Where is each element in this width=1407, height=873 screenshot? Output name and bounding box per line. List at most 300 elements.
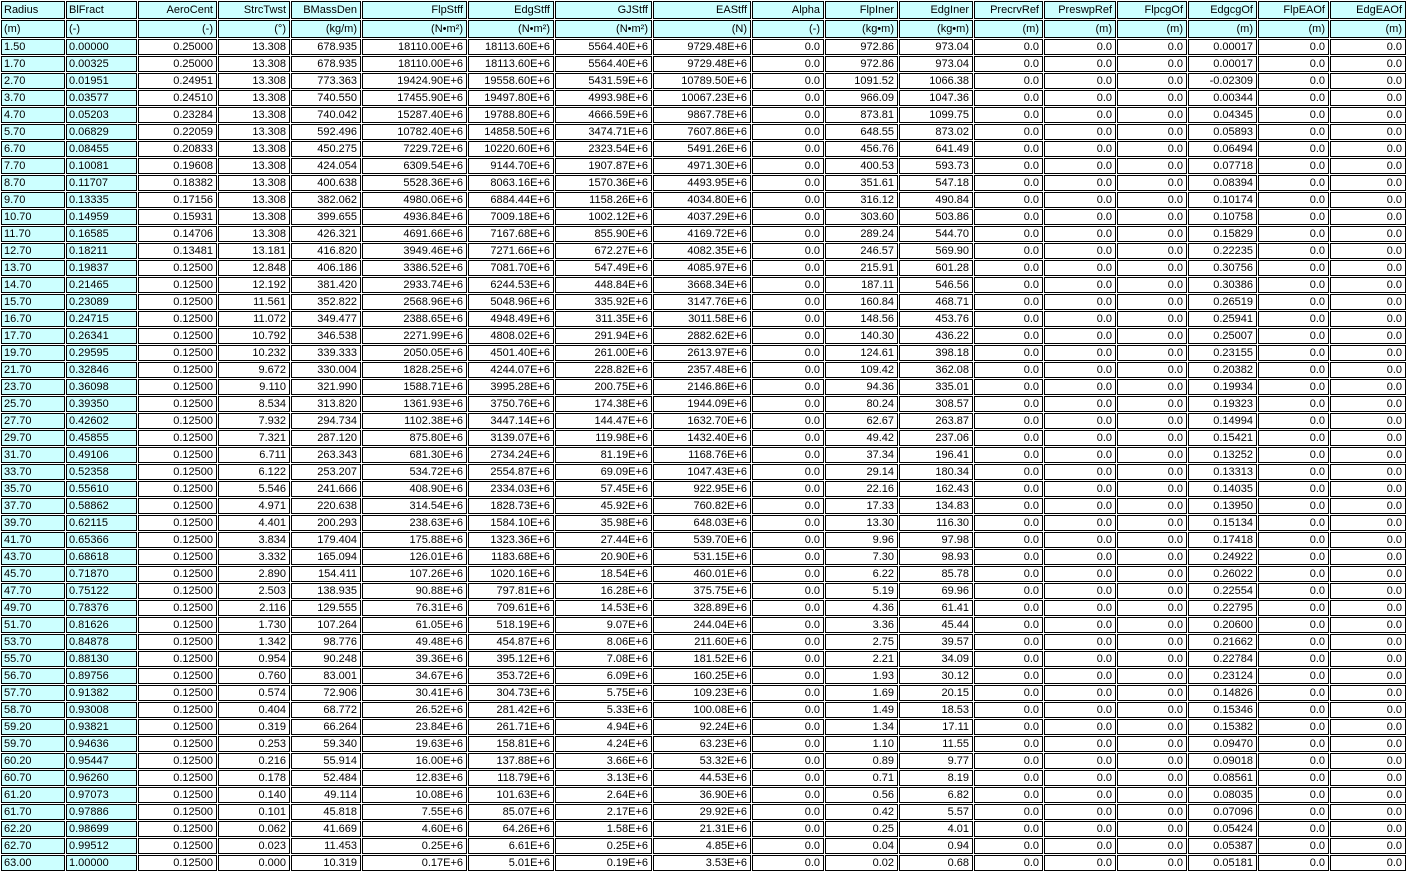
cell-precrvref[interactable]: 0.0 — [974, 719, 1043, 735]
cell-eastff[interactable]: 181.52E+6 — [653, 651, 751, 667]
cell-radius[interactable]: 15.70 — [1, 294, 65, 310]
cell-alpha[interactable]: 0.0 — [752, 821, 824, 837]
cell-eastff[interactable]: 100.08E+6 — [653, 702, 751, 718]
cell-flpstff[interactable]: 408.90E+6 — [362, 481, 467, 497]
cell-aerocent[interactable]: 0.17156 — [138, 192, 217, 208]
cell-preswpref[interactable]: 0.0 — [1044, 294, 1116, 310]
cell-flpiner[interactable]: 4.36 — [825, 600, 898, 616]
cell-preswpref[interactable]: 0.0 — [1044, 736, 1116, 752]
column-header-flpcgof[interactable]: FlpcgOf — [1117, 1, 1187, 19]
cell-flpstff[interactable]: 238.63E+6 — [362, 515, 467, 531]
cell-flpstff[interactable]: 30.41E+6 — [362, 685, 467, 701]
cell-aerocent[interactable]: 0.18382 — [138, 175, 217, 191]
cell-aerocent[interactable]: 0.12500 — [138, 277, 217, 293]
column-unit-alpha[interactable]: (-) — [752, 20, 824, 38]
cell-edgeaof[interactable]: 0.0 — [1330, 600, 1406, 616]
cell-flpeaof[interactable]: 0.0 — [1258, 328, 1329, 344]
cell-edgstff[interactable]: 5048.96E+6 — [468, 294, 554, 310]
cell-alpha[interactable]: 0.0 — [752, 413, 824, 429]
cell-flpstff[interactable]: 15287.40E+6 — [362, 107, 467, 123]
cell-edgeaof[interactable]: 0.0 — [1330, 260, 1406, 276]
cell-flpstff[interactable]: 2933.74E+6 — [362, 277, 467, 293]
cell-flpeaof[interactable]: 0.0 — [1258, 685, 1329, 701]
cell-flpcgof[interactable]: 0.0 — [1117, 600, 1187, 616]
cell-flpcgof[interactable]: 0.0 — [1117, 583, 1187, 599]
cell-precrvref[interactable]: 0.0 — [974, 549, 1043, 565]
cell-alpha[interactable]: 0.0 — [752, 90, 824, 106]
cell-blfract[interactable]: 0.93821 — [66, 719, 137, 735]
cell-edgstff[interactable]: 1020.16E+6 — [468, 566, 554, 582]
cell-radius[interactable]: 27.70 — [1, 413, 65, 429]
cell-edgeaof[interactable]: 0.0 — [1330, 821, 1406, 837]
cell-eastff[interactable]: 211.60E+6 — [653, 634, 751, 650]
cell-edgstff[interactable]: 19558.60E+6 — [468, 73, 554, 89]
cell-edginer[interactable]: 398.18 — [899, 345, 973, 361]
cell-edginer[interactable]: 6.82 — [899, 787, 973, 803]
cell-gjstff[interactable]: 174.38E+6 — [555, 396, 652, 412]
cell-edginer[interactable]: 641.49 — [899, 141, 973, 157]
cell-preswpref[interactable]: 0.0 — [1044, 379, 1116, 395]
cell-flpiner[interactable]: 0.89 — [825, 753, 898, 769]
cell-flpcgof[interactable]: 0.0 — [1117, 90, 1187, 106]
cell-blfract[interactable]: 0.96260 — [66, 770, 137, 786]
cell-blfract[interactable]: 0.29595 — [66, 345, 137, 361]
cell-flpcgof[interactable]: 0.0 — [1117, 209, 1187, 225]
cell-flpiner[interactable]: 160.84 — [825, 294, 898, 310]
cell-flpiner[interactable]: 1.49 — [825, 702, 898, 718]
cell-flpiner[interactable]: 351.61 — [825, 175, 898, 191]
cell-edgcgof[interactable]: 0.30756 — [1188, 260, 1257, 276]
cell-flpstff[interactable]: 19.63E+6 — [362, 736, 467, 752]
cell-aerocent[interactable]: 0.12500 — [138, 821, 217, 837]
cell-edgcgof[interactable]: 0.09018 — [1188, 753, 1257, 769]
cell-edginer[interactable]: 18.53 — [899, 702, 973, 718]
cell-bmassden[interactable]: 45.818 — [291, 804, 361, 820]
cell-gjstff[interactable]: 3.13E+6 — [555, 770, 652, 786]
cell-precrvref[interactable]: 0.0 — [974, 107, 1043, 123]
cell-flpiner[interactable]: 5.19 — [825, 583, 898, 599]
cell-precrvref[interactable]: 0.0 — [974, 617, 1043, 633]
cell-flpeaof[interactable]: 0.0 — [1258, 226, 1329, 242]
cell-radius[interactable]: 57.70 — [1, 685, 65, 701]
cell-alpha[interactable]: 0.0 — [752, 396, 824, 412]
cell-strctwst[interactable]: 0.140 — [218, 787, 290, 803]
cell-alpha[interactable]: 0.0 — [752, 736, 824, 752]
cell-blfract[interactable]: 0.68618 — [66, 549, 137, 565]
cell-eastff[interactable]: 4169.72E+6 — [653, 226, 751, 242]
cell-aerocent[interactable]: 0.12500 — [138, 702, 217, 718]
cell-flpiner[interactable]: 1.34 — [825, 719, 898, 735]
cell-gjstff[interactable]: 228.82E+6 — [555, 362, 652, 378]
cell-flpcgof[interactable]: 0.0 — [1117, 124, 1187, 140]
cell-gjstff[interactable]: 1002.12E+6 — [555, 209, 652, 225]
cell-gjstff[interactable]: 81.19E+6 — [555, 447, 652, 463]
cell-edginer[interactable]: 61.41 — [899, 600, 973, 616]
cell-strctwst[interactable]: 13.308 — [218, 226, 290, 242]
cell-radius[interactable]: 51.70 — [1, 617, 65, 633]
column-unit-flpcgof[interactable]: (m) — [1117, 20, 1187, 38]
cell-edgeaof[interactable]: 0.0 — [1330, 141, 1406, 157]
cell-edgeaof[interactable]: 0.0 — [1330, 209, 1406, 225]
cell-edgcgof[interactable]: 0.15421 — [1188, 430, 1257, 446]
cell-eastff[interactable]: 9867.78E+6 — [653, 107, 751, 123]
cell-preswpref[interactable]: 0.0 — [1044, 617, 1116, 633]
column-header-edgcgof[interactable]: EdgcgOf — [1188, 1, 1257, 19]
cell-gjstff[interactable]: 547.49E+6 — [555, 260, 652, 276]
cell-flpeaof[interactable]: 0.0 — [1258, 719, 1329, 735]
cell-precrvref[interactable]: 0.0 — [974, 175, 1043, 191]
cell-flpeaof[interactable]: 0.0 — [1258, 56, 1329, 72]
cell-alpha[interactable]: 0.0 — [752, 464, 824, 480]
cell-bmassden[interactable]: 52.484 — [291, 770, 361, 786]
cell-aerocent[interactable]: 0.12500 — [138, 719, 217, 735]
cell-flpstff[interactable]: 49.48E+6 — [362, 634, 467, 650]
cell-edgcgof[interactable]: 0.05893 — [1188, 124, 1257, 140]
cell-eastff[interactable]: 109.23E+6 — [653, 685, 751, 701]
cell-edgstff[interactable]: 7009.18E+6 — [468, 209, 554, 225]
cell-edgstff[interactable]: 19788.80E+6 — [468, 107, 554, 123]
cell-edgstff[interactable]: 454.87E+6 — [468, 634, 554, 650]
cell-bmassden[interactable]: 349.477 — [291, 311, 361, 327]
cell-preswpref[interactable]: 0.0 — [1044, 413, 1116, 429]
cell-precrvref[interactable]: 0.0 — [974, 39, 1043, 55]
cell-edginer[interactable]: 39.57 — [899, 634, 973, 650]
cell-edgcgof[interactable]: 0.07096 — [1188, 804, 1257, 820]
cell-flpiner[interactable]: 124.61 — [825, 345, 898, 361]
cell-flpcgof[interactable]: 0.0 — [1117, 141, 1187, 157]
cell-bmassden[interactable]: 740.550 — [291, 90, 361, 106]
cell-precrvref[interactable]: 0.0 — [974, 702, 1043, 718]
cell-alpha[interactable]: 0.0 — [752, 379, 824, 395]
column-header-eastff[interactable]: EAStff — [653, 1, 751, 19]
cell-bmassden[interactable]: 400.638 — [291, 175, 361, 191]
cell-flpcgof[interactable]: 0.0 — [1117, 770, 1187, 786]
cell-edgstff[interactable]: 3750.76E+6 — [468, 396, 554, 412]
cell-flpcgof[interactable]: 0.0 — [1117, 396, 1187, 412]
cell-alpha[interactable]: 0.0 — [752, 328, 824, 344]
cell-flpiner[interactable]: 316.12 — [825, 192, 898, 208]
cell-strctwst[interactable]: 6.122 — [218, 464, 290, 480]
cell-flpiner[interactable]: 109.42 — [825, 362, 898, 378]
cell-radius[interactable]: 11.70 — [1, 226, 65, 242]
cell-blfract[interactable]: 0.39350 — [66, 396, 137, 412]
cell-edgcgof[interactable]: 0.20600 — [1188, 617, 1257, 633]
cell-gjstff[interactable]: 1158.26E+6 — [555, 192, 652, 208]
cell-edgeaof[interactable]: 0.0 — [1330, 107, 1406, 123]
cell-preswpref[interactable]: 0.0 — [1044, 277, 1116, 293]
cell-preswpref[interactable]: 0.0 — [1044, 668, 1116, 684]
cell-eastff[interactable]: 2882.62E+6 — [653, 328, 751, 344]
cell-precrvref[interactable]: 0.0 — [974, 821, 1043, 837]
cell-radius[interactable]: 45.70 — [1, 566, 65, 582]
cell-edgstff[interactable]: 518.19E+6 — [468, 617, 554, 633]
cell-preswpref[interactable]: 0.0 — [1044, 651, 1116, 667]
cell-edginer[interactable]: 5.57 — [899, 804, 973, 820]
cell-precrvref[interactable]: 0.0 — [974, 736, 1043, 752]
cell-preswpref[interactable]: 0.0 — [1044, 702, 1116, 718]
column-header-edgstff[interactable]: EdgStff — [468, 1, 554, 19]
cell-edgcgof[interactable]: 0.05424 — [1188, 821, 1257, 837]
cell-eastff[interactable]: 648.03E+6 — [653, 515, 751, 531]
cell-radius[interactable]: 16.70 — [1, 311, 65, 327]
cell-preswpref[interactable]: 0.0 — [1044, 566, 1116, 582]
cell-strctwst[interactable]: 9.110 — [218, 379, 290, 395]
cell-aerocent[interactable]: 0.12500 — [138, 311, 217, 327]
cell-strctwst[interactable]: 13.308 — [218, 158, 290, 174]
cell-flpeaof[interactable]: 0.0 — [1258, 498, 1329, 514]
column-unit-edgeaof[interactable]: (m) — [1330, 20, 1406, 38]
cell-edgstff[interactable]: 7167.68E+6 — [468, 226, 554, 242]
cell-edgstff[interactable]: 797.81E+6 — [468, 583, 554, 599]
cell-alpha[interactable]: 0.0 — [752, 787, 824, 803]
cell-aerocent[interactable]: 0.12500 — [138, 328, 217, 344]
cell-flpcgof[interactable]: 0.0 — [1117, 719, 1187, 735]
cell-edgcgof[interactable]: 0.23124 — [1188, 668, 1257, 684]
cell-radius[interactable]: 59.70 — [1, 736, 65, 752]
cell-gjstff[interactable]: 1.58E+6 — [555, 821, 652, 837]
cell-eastff[interactable]: 7607.86E+6 — [653, 124, 751, 140]
column-unit-blfract[interactable]: (-) — [66, 20, 137, 38]
cell-edginer[interactable]: 544.70 — [899, 226, 973, 242]
cell-radius[interactable]: 13.70 — [1, 260, 65, 276]
cell-radius[interactable]: 6.70 — [1, 141, 65, 157]
cell-gjstff[interactable]: 5.75E+6 — [555, 685, 652, 701]
cell-blfract[interactable]: 0.58862 — [66, 498, 137, 514]
column-unit-edginer[interactable]: (kg•m) — [899, 20, 973, 38]
cell-eastff[interactable]: 4085.97E+6 — [653, 260, 751, 276]
cell-radius[interactable]: 1.70 — [1, 56, 65, 72]
cell-blfract[interactable]: 0.71870 — [66, 566, 137, 582]
cell-flpstff[interactable]: 681.30E+6 — [362, 447, 467, 463]
cell-aerocent[interactable]: 0.12500 — [138, 634, 217, 650]
cell-gjstff[interactable]: 4.24E+6 — [555, 736, 652, 752]
cell-flpcgof[interactable]: 0.0 — [1117, 311, 1187, 327]
cell-flpiner[interactable]: 6.22 — [825, 566, 898, 582]
cell-bmassden[interactable]: 399.655 — [291, 209, 361, 225]
cell-edgeaof[interactable]: 0.0 — [1330, 787, 1406, 803]
cell-flpiner[interactable]: 215.91 — [825, 260, 898, 276]
cell-aerocent[interactable]: 0.12500 — [138, 736, 217, 752]
cell-edginer[interactable]: 8.19 — [899, 770, 973, 786]
cell-edgstff[interactable]: 18113.60E+6 — [468, 56, 554, 72]
cell-flpiner[interactable]: 29.14 — [825, 464, 898, 480]
cell-flpcgof[interactable]: 0.0 — [1117, 192, 1187, 208]
cell-strctwst[interactable]: 10.232 — [218, 345, 290, 361]
cell-gjstff[interactable]: 291.94E+6 — [555, 328, 652, 344]
cell-bmassden[interactable]: 98.776 — [291, 634, 361, 650]
cell-gjstff[interactable]: 16.28E+6 — [555, 583, 652, 599]
cell-preswpref[interactable]: 0.0 — [1044, 226, 1116, 242]
cell-edginer[interactable]: 196.41 — [899, 447, 973, 463]
cell-bmassden[interactable]: 450.275 — [291, 141, 361, 157]
cell-flpcgof[interactable]: 0.0 — [1117, 328, 1187, 344]
cell-edgcgof[interactable]: 0.20382 — [1188, 362, 1257, 378]
cell-aerocent[interactable]: 0.12500 — [138, 464, 217, 480]
cell-radius[interactable]: 58.70 — [1, 702, 65, 718]
cell-edginer[interactable]: 973.04 — [899, 39, 973, 55]
cell-flpeaof[interactable]: 0.0 — [1258, 566, 1329, 582]
cell-bmassden[interactable]: 55.914 — [291, 753, 361, 769]
cell-preswpref[interactable]: 0.0 — [1044, 770, 1116, 786]
cell-eastff[interactable]: 2357.48E+6 — [653, 362, 751, 378]
cell-flpstff[interactable]: 4691.66E+6 — [362, 226, 467, 242]
cell-edgcgof[interactable]: 0.30386 — [1188, 277, 1257, 293]
cell-eastff[interactable]: 53.32E+6 — [653, 753, 751, 769]
cell-eastff[interactable]: 2146.86E+6 — [653, 379, 751, 395]
cell-aerocent[interactable]: 0.12500 — [138, 515, 217, 531]
cell-radius[interactable]: 35.70 — [1, 481, 65, 497]
cell-strctwst[interactable]: 2.890 — [218, 566, 290, 582]
cell-edgcgof[interactable]: 0.21662 — [1188, 634, 1257, 650]
cell-strctwst[interactable]: 13.308 — [218, 192, 290, 208]
cell-preswpref[interactable]: 0.0 — [1044, 787, 1116, 803]
cell-preswpref[interactable]: 0.0 — [1044, 464, 1116, 480]
cell-radius[interactable]: 8.70 — [1, 175, 65, 191]
cell-edgstff[interactable]: 3447.14E+6 — [468, 413, 554, 429]
cell-blfract[interactable]: 0.05203 — [66, 107, 137, 123]
cell-flpiner[interactable]: 0.42 — [825, 804, 898, 820]
cell-precrvref[interactable]: 0.0 — [974, 73, 1043, 89]
cell-alpha[interactable]: 0.0 — [752, 855, 824, 871]
cell-flpstff[interactable]: 18110.00E+6 — [362, 56, 467, 72]
column-header-edginer[interactable]: EdgIner — [899, 1, 973, 19]
cell-edgstff[interactable]: 2334.03E+6 — [468, 481, 554, 497]
cell-edginer[interactable]: 17.11 — [899, 719, 973, 735]
cell-blfract[interactable]: 0.49106 — [66, 447, 137, 463]
cell-edgcgof[interactable]: 0.06494 — [1188, 141, 1257, 157]
cell-aerocent[interactable]: 0.24510 — [138, 90, 217, 106]
cell-bmassden[interactable]: 321.990 — [291, 379, 361, 395]
cell-flpeaof[interactable]: 0.0 — [1258, 770, 1329, 786]
cell-flpstff[interactable]: 3386.52E+6 — [362, 260, 467, 276]
cell-strctwst[interactable]: 0.000 — [218, 855, 290, 871]
cell-edginer[interactable]: 85.78 — [899, 566, 973, 582]
cell-gjstff[interactable]: 57.45E+6 — [555, 481, 652, 497]
cell-strctwst[interactable]: 2.503 — [218, 583, 290, 599]
cell-edgstff[interactable]: 6.61E+6 — [468, 838, 554, 854]
cell-edgstff[interactable]: 281.42E+6 — [468, 702, 554, 718]
column-header-edgeaof[interactable]: EdgEAOf — [1330, 1, 1406, 19]
cell-edgstff[interactable]: 137.88E+6 — [468, 753, 554, 769]
cell-preswpref[interactable]: 0.0 — [1044, 753, 1116, 769]
cell-flpcgof[interactable]: 0.0 — [1117, 566, 1187, 582]
cell-preswpref[interactable]: 0.0 — [1044, 838, 1116, 854]
cell-flpiner[interactable]: 17.33 — [825, 498, 898, 514]
cell-precrvref[interactable]: 0.0 — [974, 345, 1043, 361]
column-unit-strctwst[interactable]: (°) — [218, 20, 290, 38]
cell-blfract[interactable]: 0.52358 — [66, 464, 137, 480]
cell-edginer[interactable]: 547.18 — [899, 175, 973, 191]
cell-strctwst[interactable]: 1.730 — [218, 617, 290, 633]
cell-edgeaof[interactable]: 0.0 — [1330, 328, 1406, 344]
cell-aerocent[interactable]: 0.12500 — [138, 583, 217, 599]
cell-edgstff[interactable]: 7081.70E+6 — [468, 260, 554, 276]
cell-flpcgof[interactable]: 0.0 — [1117, 175, 1187, 191]
cell-flpeaof[interactable]: 0.0 — [1258, 515, 1329, 531]
cell-flpeaof[interactable]: 0.0 — [1258, 651, 1329, 667]
cell-flpstff[interactable]: 534.72E+6 — [362, 464, 467, 480]
cell-eastff[interactable]: 4971.30E+6 — [653, 158, 751, 174]
cell-flpstff[interactable]: 39.36E+6 — [362, 651, 467, 667]
cell-edgeaof[interactable]: 0.0 — [1330, 583, 1406, 599]
cell-edgstff[interactable]: 8063.16E+6 — [468, 175, 554, 191]
cell-edgstff[interactable]: 158.81E+6 — [468, 736, 554, 752]
cell-eastff[interactable]: 9729.48E+6 — [653, 39, 751, 55]
cell-alpha[interactable]: 0.0 — [752, 226, 824, 242]
cell-flpcgof[interactable]: 0.0 — [1117, 226, 1187, 242]
cell-blfract[interactable]: 0.97886 — [66, 804, 137, 820]
cell-blfract[interactable]: 0.42602 — [66, 413, 137, 429]
cell-preswpref[interactable]: 0.0 — [1044, 90, 1116, 106]
cell-eastff[interactable]: 460.01E+6 — [653, 566, 751, 582]
cell-flpiner[interactable]: 456.76 — [825, 141, 898, 157]
cell-blfract[interactable]: 0.19837 — [66, 260, 137, 276]
column-unit-radius[interactable]: (m) — [1, 20, 65, 38]
cell-edgeaof[interactable]: 0.0 — [1330, 124, 1406, 140]
cell-preswpref[interactable]: 0.0 — [1044, 719, 1116, 735]
cell-gjstff[interactable]: 5431.59E+6 — [555, 73, 652, 89]
cell-eastff[interactable]: 922.95E+6 — [653, 481, 751, 497]
cell-flpeaof[interactable]: 0.0 — [1258, 634, 1329, 650]
cell-edgeaof[interactable]: 0.0 — [1330, 277, 1406, 293]
cell-blfract[interactable]: 0.14959 — [66, 209, 137, 225]
cell-flpcgof[interactable]: 0.0 — [1117, 787, 1187, 803]
cell-eastff[interactable]: 9729.48E+6 — [653, 56, 751, 72]
cell-flpeaof[interactable]: 0.0 — [1258, 362, 1329, 378]
cell-flpstff[interactable]: 7229.72E+6 — [362, 141, 467, 157]
cell-blfract[interactable]: 0.00325 — [66, 56, 137, 72]
cell-eastff[interactable]: 21.31E+6 — [653, 821, 751, 837]
cell-edgeaof[interactable]: 0.0 — [1330, 770, 1406, 786]
cell-flpiner[interactable]: 0.02 — [825, 855, 898, 871]
cell-flpeaof[interactable]: 0.0 — [1258, 243, 1329, 259]
cell-precrvref[interactable]: 0.0 — [974, 396, 1043, 412]
cell-flpstff[interactable]: 107.26E+6 — [362, 566, 467, 582]
cell-gjstff[interactable]: 672.27E+6 — [555, 243, 652, 259]
cell-edgstff[interactable]: 6244.53E+6 — [468, 277, 554, 293]
cell-flpcgof[interactable]: 0.0 — [1117, 498, 1187, 514]
cell-edginer[interactable]: 453.76 — [899, 311, 973, 327]
cell-radius[interactable]: 47.70 — [1, 583, 65, 599]
cell-flpeaof[interactable]: 0.0 — [1258, 753, 1329, 769]
cell-gjstff[interactable]: 27.44E+6 — [555, 532, 652, 548]
cell-flpcgof[interactable]: 0.0 — [1117, 685, 1187, 701]
cell-edginer[interactable]: 546.56 — [899, 277, 973, 293]
cell-flpeaof[interactable]: 0.0 — [1258, 736, 1329, 752]
cell-edgeaof[interactable]: 0.0 — [1330, 617, 1406, 633]
column-unit-bmassden[interactable]: (kg/m) — [291, 20, 361, 38]
cell-edgeaof[interactable]: 0.0 — [1330, 702, 1406, 718]
cell-alpha[interactable]: 0.0 — [752, 702, 824, 718]
cell-aerocent[interactable]: 0.14706 — [138, 226, 217, 242]
cell-aerocent[interactable]: 0.23284 — [138, 107, 217, 123]
cell-bmassden[interactable]: 381.420 — [291, 277, 361, 293]
cell-gjstff[interactable]: 2.17E+6 — [555, 804, 652, 820]
cell-strctwst[interactable]: 13.308 — [218, 107, 290, 123]
cell-precrvref[interactable]: 0.0 — [974, 192, 1043, 208]
cell-flpcgof[interactable]: 0.0 — [1117, 549, 1187, 565]
cell-aerocent[interactable]: 0.12500 — [138, 481, 217, 497]
cell-flpeaof[interactable]: 0.0 — [1258, 600, 1329, 616]
cell-alpha[interactable]: 0.0 — [752, 583, 824, 599]
cell-bmassden[interactable]: 416.820 — [291, 243, 361, 259]
cell-precrvref[interactable]: 0.0 — [974, 209, 1043, 225]
cell-flpstff[interactable]: 76.31E+6 — [362, 600, 467, 616]
cell-flpeaof[interactable]: 0.0 — [1258, 532, 1329, 548]
cell-gjstff[interactable]: 5564.40E+6 — [555, 56, 652, 72]
cell-precrvref[interactable]: 0.0 — [974, 311, 1043, 327]
cell-blfract[interactable]: 0.24715 — [66, 311, 137, 327]
